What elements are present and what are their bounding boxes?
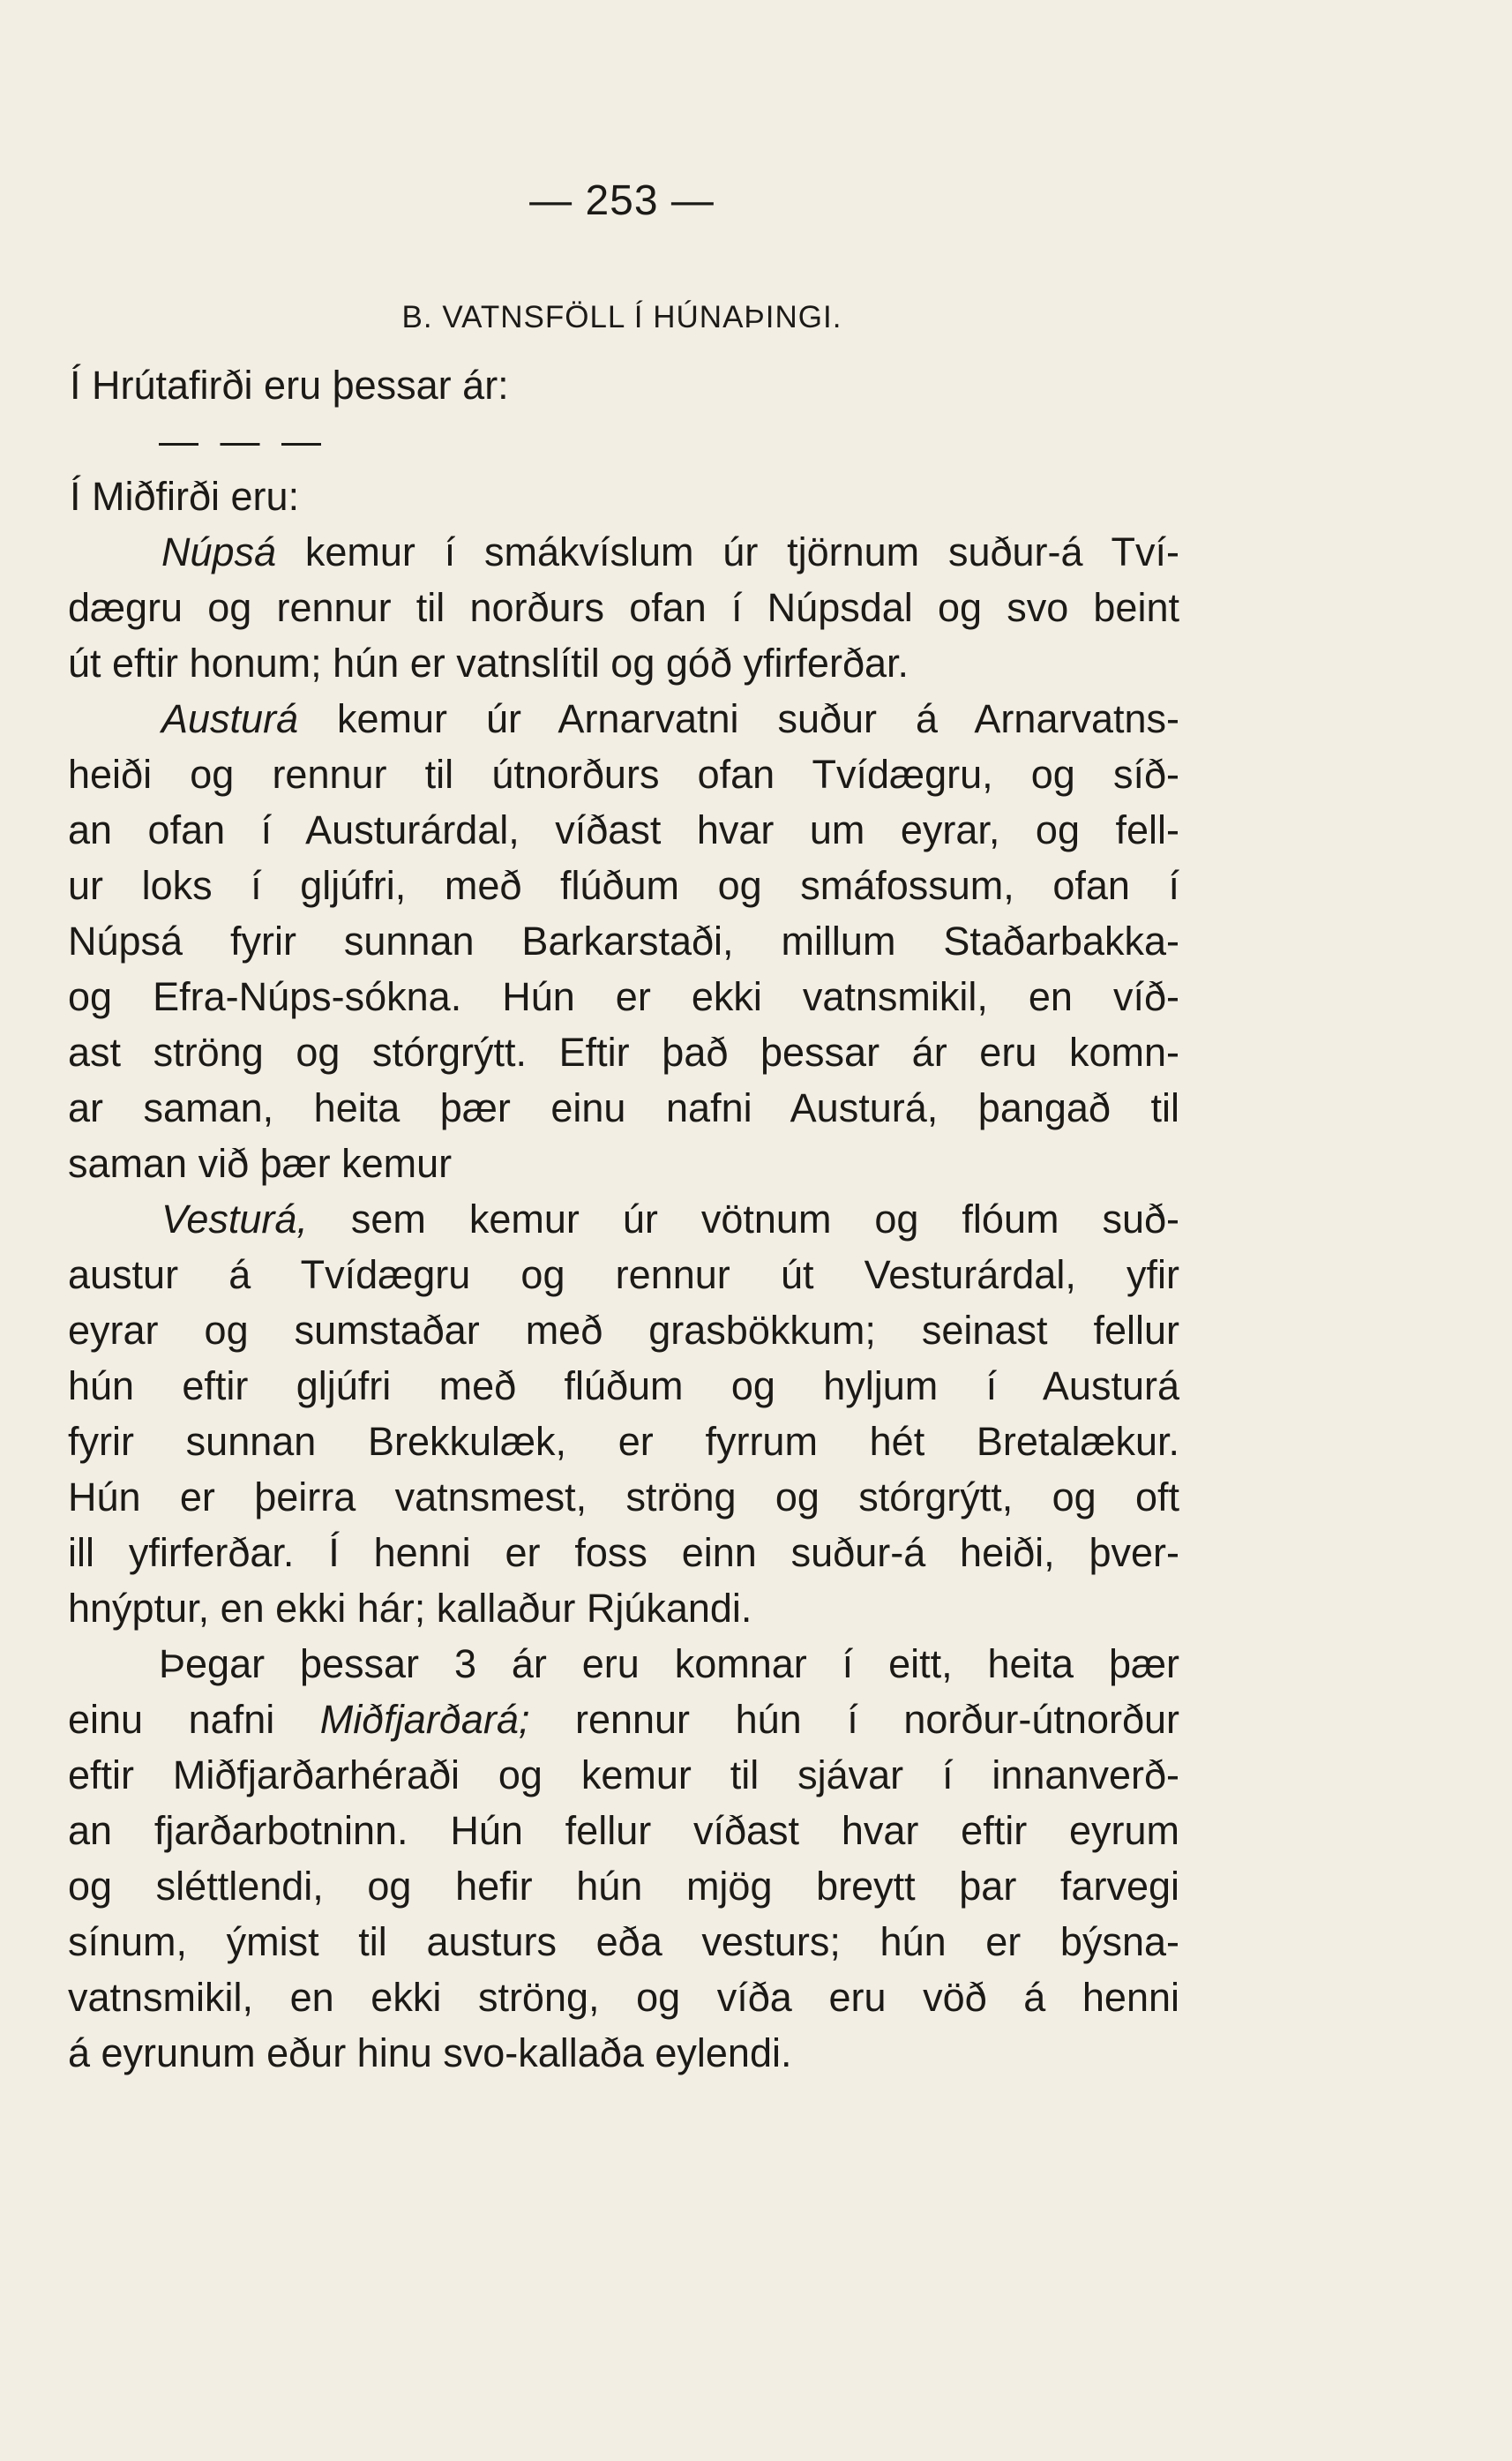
line-text: ur loks í gljúfri, með flúðum og smáfossum, ofan í xyxy=(68,863,1179,908)
line-text: Núpsá fyrir sunnan Barkarstaði, millum Staðarbakka- xyxy=(68,919,1179,964)
page-number: — 253 — xyxy=(529,177,715,224)
line-text: út eftir honum; hún er vatnslítil og góð yfirferðar. xyxy=(68,641,909,686)
text-line xyxy=(68,1080,1179,1136)
text-line xyxy=(68,1358,1179,1414)
text-line xyxy=(68,1247,1179,1302)
text-line xyxy=(68,1525,1179,1580)
text-line xyxy=(68,469,1179,524)
text-line xyxy=(68,357,1179,413)
line-text: ar saman, heita þær einu nafni Austurá, þangað til xyxy=(68,1085,1179,1130)
text-line xyxy=(68,1970,1179,2025)
text-line xyxy=(68,858,1179,913)
line-text: og Efra-Núps-sókna. Hún er ekki vatnsmikil, en víð- xyxy=(68,974,1179,1019)
text-line xyxy=(68,1803,1179,1858)
line-text: ill yfirferðar. Í henni er foss einn suður-á heiði, þver- xyxy=(68,1530,1179,1575)
river-name: Austurá xyxy=(161,696,299,741)
line-text: einu nafni xyxy=(68,1697,320,1742)
line-text: hún eftir gljúfri með flúðum og hyljum í Austurá xyxy=(68,1363,1179,1408)
line-text: Í Miðfirði eru: xyxy=(70,474,300,519)
text-line xyxy=(68,2025,1179,2081)
section-heading: B. VATNSFÖLL Í HÚNAÞINGI. xyxy=(401,300,842,334)
line-text: eftir Miðfjarðarhéraði og kemur til sjávar í innanverð- xyxy=(68,1752,1179,1797)
line-text: Í Hrútafirði eru þessar ár: xyxy=(70,363,509,408)
text-line xyxy=(68,691,1179,747)
text-line xyxy=(68,1414,1179,1469)
text-line xyxy=(68,413,1179,469)
text-line xyxy=(68,1024,1179,1080)
line-text: heiði og rennur til útnorðurs ofan Tvídægru, og síð- xyxy=(68,752,1179,797)
text-line xyxy=(68,913,1179,969)
line-text: á eyrunum eður hinu svo-kallaða eylendi. xyxy=(68,2030,792,2075)
text-line xyxy=(68,1636,1179,1692)
text-line xyxy=(68,1302,1179,1358)
text-line xyxy=(68,1136,1179,1191)
line-text: fyrir sunnan Brekkulæk, er fyrrum hét Bretalækur. xyxy=(68,1419,1179,1464)
text-line xyxy=(68,747,1179,802)
line-text: ast ströng og stórgrýtt. Eftir það þessar ár eru komn- xyxy=(68,1030,1179,1075)
line-text: og sléttlendi, og hefir hún mjög breytt þar farvegi xyxy=(68,1864,1179,1909)
line-text: saman við þær kemur xyxy=(68,1141,453,1186)
text-line xyxy=(68,1580,1179,1636)
text-line xyxy=(68,1191,1179,1247)
text-line xyxy=(68,802,1179,858)
text-line xyxy=(68,524,1179,580)
line-text: rennur hún í norður-útnorður xyxy=(529,1697,1179,1742)
text-line xyxy=(68,1858,1179,1914)
river-name: Vesturá, xyxy=(161,1197,308,1242)
line-text: an fjarðarbotninn. Hún fellur víðast hvar eftir eyrum xyxy=(68,1808,1179,1853)
line-text: sínum, ýmist til austurs eða vesturs; hún er býsna- xyxy=(68,1919,1179,1964)
text-line xyxy=(68,635,1179,691)
text-line xyxy=(68,1469,1179,1525)
text-line xyxy=(68,969,1179,1024)
line-text: austur á Tvídægru og rennur út Vesturárdal, yfir xyxy=(68,1252,1179,1297)
line-text: dægru og rennur til norðurs ofan í Núpsdal og svo beint xyxy=(68,585,1179,630)
line-text: — — — xyxy=(159,418,327,463)
line-text: hnýptur, en ekki hár; kallaður Rjúkandi. xyxy=(68,1586,752,1631)
line-text: Þegar þessar 3 ár eru komnar í eitt, heita þær xyxy=(159,1641,1179,1686)
river-name: Miðfjarðará; xyxy=(319,1697,530,1742)
text-line xyxy=(68,580,1179,635)
line-text: kemur úr Arnarvatni suður á Arnarvatns- xyxy=(298,696,1179,741)
line-text: vatnsmikil, en ekki ströng, og víða eru vöð á henni xyxy=(68,1975,1179,2020)
text-line xyxy=(68,1914,1179,1970)
line-text: Hún er þeirra vatnsmest, ströng og stórgrýtt, og oft xyxy=(68,1474,1179,1519)
text-line xyxy=(68,1747,1179,1803)
line-text: kemur í smákvíslum úr tjörnum suður-á Tví- xyxy=(276,529,1179,574)
line-text: eyrar og sumstaðar með grasbökkum; seinast fellur xyxy=(68,1308,1179,1353)
text-line xyxy=(68,1692,1179,1747)
river-name: Núpsá xyxy=(161,529,277,574)
line-text: sem kemur úr vötnum og flóum suð- xyxy=(307,1197,1179,1242)
body-text xyxy=(68,357,1179,2081)
line-text: an ofan í Austurárdal, víðast hvar um eyrar, og fell- xyxy=(68,807,1179,852)
